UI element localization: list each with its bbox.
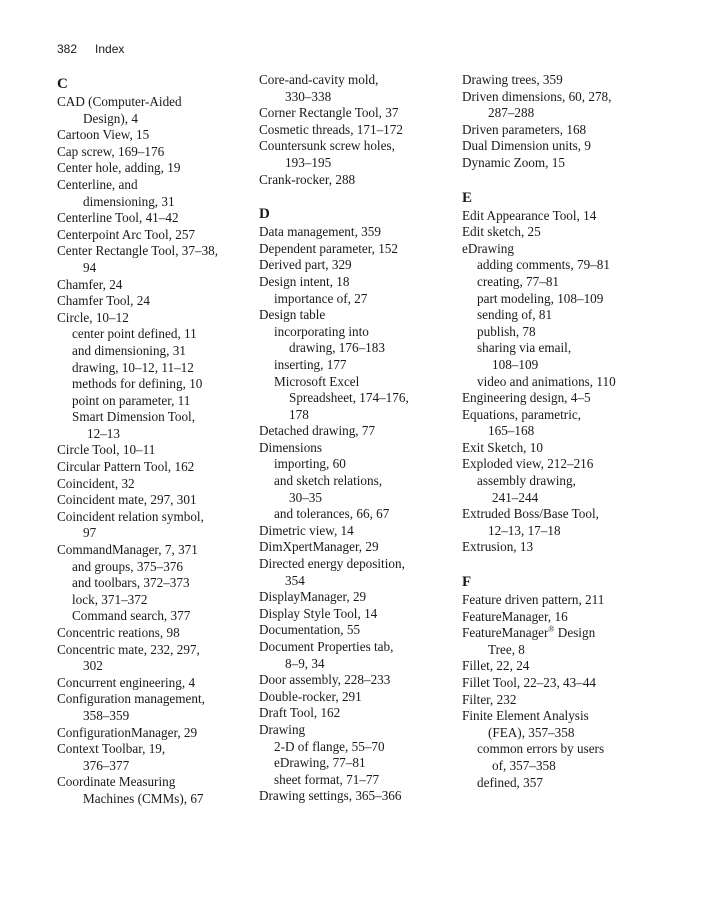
index-entry: Drawing [259,721,306,737]
index-entry: Center hole, adding, 19 [57,160,181,176]
index-entry: Cartoon View, 15 [57,127,150,143]
index-entry: Display Style Tool, 14 [259,605,378,621]
page-number: 382 [57,42,78,56]
index-entry: Concentric reations, 98 [57,625,180,640]
index-subentry: and sketch relations, [274,473,383,489]
index-entry: FeatureManager, 16 [462,608,568,624]
index-entry: Cosmetic threads, 171–172 [259,121,403,137]
index-entry: Document Properties tab, [259,639,394,654]
index-entry-continuation: 8–9, 34 [285,655,325,671]
index-subentry: and tolerances, 66, 67 [274,506,390,522]
index-entry: Extruded Boss/Base Tool, [462,506,599,522]
index-entry: Double-rocker, 291 [259,688,362,704]
index-entry: Edit Appearance Tool, 14 [462,207,597,223]
index-column-1 [57,72,257,808]
index-entry: Cap screw, 169–176 [57,143,165,159]
index-entry: Center Rectangle Tool, 37–38, [57,243,219,259]
index-entry-continuation: 330–338 [285,88,332,104]
index-entry-continuation: 358–359 [83,707,130,723]
section-letter: F [462,574,472,591]
index-entry: Circular Pattern Tool, 162 [57,459,195,475]
index-entry: DisplayManager, 29 [259,589,367,605]
index-subentry: point on parameter, 11 [72,392,191,408]
index-entry: Centerpoint Arc Tool, 257 [57,226,196,242]
index-subentry: center point defined, 11 [72,326,197,342]
index-subentry: inserting, 177 [274,356,347,372]
index-entry-continuation: 30–35 [289,489,322,505]
index-entry: Dependent parameter, 152 [259,240,398,256]
running-header [57,42,124,56]
index-entry: Equations, parametric, [462,406,582,422]
index-subentry: common errors by users [477,741,605,757]
index-subentry: creating, 77–81 [477,273,560,289]
index-entry: Engineering design, 4–5 [462,390,591,406]
section-letter: D [259,206,270,223]
index-entry-continuation: 193–195 [285,154,332,170]
index-entry-continuation: (FEA), 357–358 [488,724,575,740]
index-subentry: Command search, 377 [72,608,191,624]
index-entry: eDrawing [462,240,514,256]
index-entry: Centerline, and [57,176,138,192]
index-entry: Coincident relation symbol, [57,508,204,524]
index-entry: Configuration management, [57,691,205,707]
index-entry-continuation: 108–109 [492,356,539,372]
index-subentry: drawing, 10–12, 11–12 [72,359,194,375]
index-entry: Chamfer, 24 [57,276,123,292]
running-title: Index [95,42,125,56]
index-entry-continuation: 376–377 [83,757,130,773]
index-entry-continuation: 354 [285,572,305,588]
index-entry: Dual Dimension units, 9 [462,138,591,154]
index-entry-continuation: 12–13 [87,425,120,441]
index-entry-continuation: 241–244 [492,489,539,505]
index-entry: Design intent, 18 [259,273,350,289]
index-column-2 [259,72,459,805]
index-entry: ConfigurationManager, 29 [57,724,198,740]
index-subentry: and groups, 375–376 [72,558,183,574]
index-entry: Corner Rectangle Tool, 37 [259,105,399,121]
index-entry: Countersunk screw holes, [259,138,395,154]
index-subentry: adding comments, 79–81 [477,257,610,273]
index-entry: Dynamic Zoom, 15 [462,154,565,170]
index-subentry: eDrawing, 77–81 [274,755,366,771]
index-entry-continuation: 12–13, 17–18 [488,522,561,538]
index-entry-continuation: drawing, 176–183 [289,340,385,356]
index-subentry: sending of, 81 [477,307,553,323]
index-entry: Design table [259,307,326,323]
index-entry: Coordinate Measuring [57,774,176,790]
index-entry: Chamfer Tool, 24 [57,293,150,309]
index-entry: Derived part, 329 [259,257,352,273]
index-entry-continuation: 94 [83,259,97,275]
index-entry-continuation: Design), 4 [83,110,138,126]
index-entry: Circle Tool, 10–11 [57,442,156,458]
index-subentry: importing, 60 [274,456,346,472]
index-entry: Detached drawing, 77 [259,423,376,439]
index-entry: CommandManager, 7, 371 [57,542,198,558]
index-entry: Dimensions [259,439,323,455]
index-subentry: sheet format, 71–77 [274,771,380,787]
index-entry: Core-and-cavity mold, [259,72,379,87]
index-subentry: and toolbars, 372–373 [72,575,190,591]
index-subentry: assembly drawing, [477,473,576,489]
index-entry: Draft Tool, 162 [259,705,341,721]
index-entry: Drawing settings, 365–366 [259,788,402,804]
index-entry: Crank-rocker, 288 [259,171,356,187]
section-letter: E [462,189,473,206]
index-subentry: defined, 357 [477,774,543,790]
index-entry: Coincident mate, 297, 301 [57,492,197,508]
index-entry: Filter, 232 [462,691,517,707]
index-entry-continuation: 302 [83,658,103,674]
index-subentry: importance of, 27 [274,290,368,306]
index-subentry: Microsoft Excel [274,373,360,389]
index-entry: Driven parameters, 168 [462,121,587,137]
index-entry: Circle, 10–12 [57,309,129,325]
index-subentry: incorporating into [274,323,369,339]
index-entry-continuation: Machines (CMMs), 67 [83,790,204,806]
section-letter: C [57,76,68,92]
index-entry: Concentric mate, 232, 297, [57,641,200,657]
index-entry: Context Toolbar, 19, [57,741,166,757]
index-subentry: video and animations, 110 [477,373,616,389]
index-subentry: methods for defining, 10 [72,376,203,392]
index-entry: DimXpertManager, 29 [259,539,379,555]
index-subentry: 2-D of flange, 55–70 [274,738,385,754]
index-subentry: publish, 78 [477,323,536,339]
index-entry: CAD (Computer-Aided [57,94,182,109]
index-entry: Exploded view, 212–216 [462,456,594,472]
index-entry: Edit sketch, 25 [462,224,541,240]
index-entry: Door assembly, 228–233 [259,672,391,688]
index-entry-continuation: 97 [83,525,97,541]
index-entry-continuation: 178 [289,406,309,422]
index-entry: Fillet, 22, 24 [462,658,530,674]
index-column-3 [462,72,682,791]
index-entry: Documentation, 55 [259,622,361,638]
index-entry-continuation: Spreadsheet, 174–176, [289,390,409,406]
index-entry: FeatureManager® Design [462,624,596,641]
index-subentry: Smart Dimension Tool, [72,409,196,425]
index-subentry: and dimensioning, 31 [72,342,186,358]
index-entry: Dimetric view, 14 [259,522,354,538]
index-entry: Data management, 359 [259,224,381,240]
index-entry-continuation: 287–288 [488,105,535,121]
index-entry: Directed energy deposition, [259,556,405,572]
index-entry: Extrusion, 13 [462,539,534,555]
index-entry: Coincident, 32 [57,475,135,491]
index-entry-continuation: dimensioning, 31 [83,193,175,209]
index-subentry: part modeling, 108–109 [477,290,604,306]
index-entry: Exit Sketch, 10 [462,439,543,455]
index-entry: Feature driven pattern, 211 [462,592,605,608]
index-entry: Finite Element Analysis [462,708,589,724]
index-subentry: sharing via email, [477,340,572,356]
index-entry: Concurrent engineering, 4 [57,674,196,690]
index-entry: Driven dimensions, 60, 278, [462,88,612,104]
index-entry: Fillet Tool, 22–23, 43–44 [462,675,597,690]
index-subentry: lock, 371–372 [72,591,148,607]
index-entry: Drawing trees, 359 [462,72,563,87]
index-entry-continuation: of, 357–358 [492,757,556,773]
index-entry-continuation: Tree, 8 [488,641,525,657]
index-entry-continuation: 165–168 [488,423,535,439]
index-entry: Centerline Tool, 41–42 [57,210,179,226]
